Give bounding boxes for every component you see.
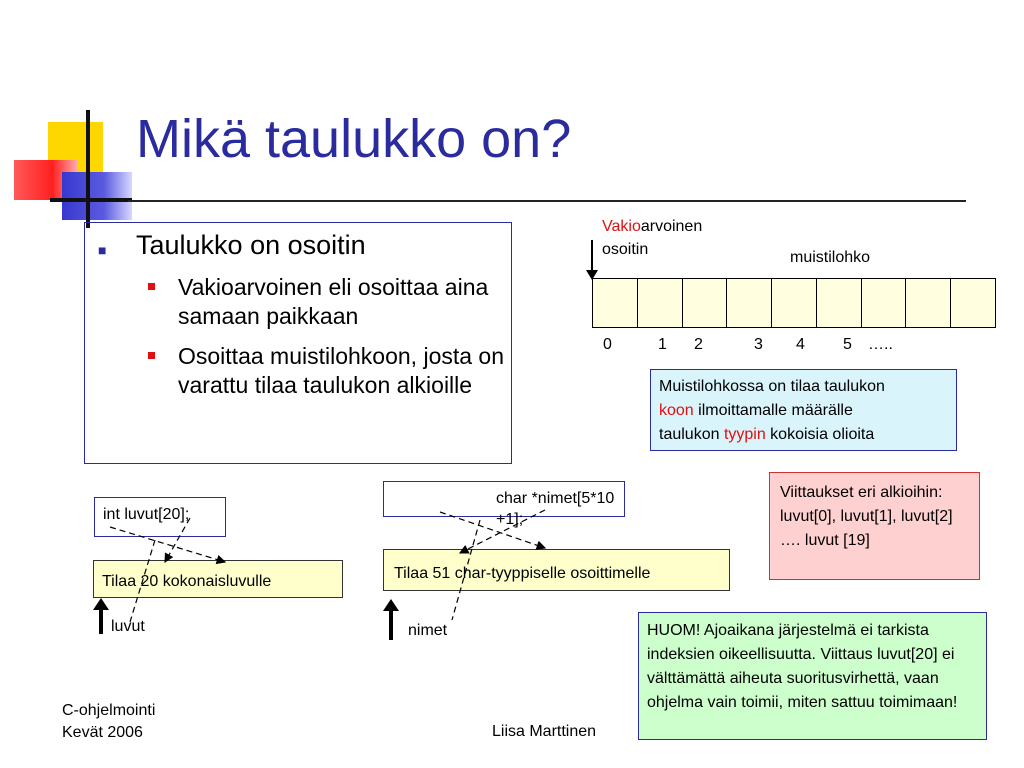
index-label: 4 [796, 336, 805, 353]
nimet-arrow-shaft [389, 608, 393, 640]
char-pointer-array-declaration: char *nimet[5*10 +1]; [496, 490, 615, 528]
bullet-square-icon: ■ [98, 242, 107, 258]
red-bullet-icon [148, 283, 155, 290]
index-label: 3 [754, 336, 763, 353]
char-pointer-array-space: Tilaa 51 char-tyyppiselle osoittimelle [383, 549, 730, 591]
logo-horizontal-line [50, 198, 132, 202]
memory-cell [906, 279, 951, 327]
index-label: 1 [658, 336, 667, 353]
luvut-arrow-shaft [99, 606, 103, 634]
up-arrow-icon [383, 599, 399, 611]
memory-block-label: muistilohko [790, 249, 871, 266]
bullet-main: ■ Taulukko on osoitin [98, 230, 366, 260]
memory-cell [593, 279, 638, 327]
int-array-declaration: int luvut[20]; [94, 497, 226, 537]
warning-note: HUOM! Ajoaikana järjestelmä ei tarkista indeksien oikeellisuutta. Viittaus luvut[20] ei välttämättä aiheuta suoritusvirhettä, vaan ohjelma vain toimii, miten sattuu toimimaan! [638, 612, 987, 740]
up-arrow-icon [93, 598, 109, 610]
pointer-label: Vakioarvoinen osoitin [602, 218, 703, 258]
memory-cell [862, 279, 907, 327]
memory-cell [951, 279, 995, 327]
title-divider [128, 200, 966, 202]
logo-vertical-line [86, 110, 90, 228]
bullet-sub-1: Vakioarvoinen eli osoittaa aina samaan paikkaan [178, 273, 518, 331]
memory-cell [683, 279, 728, 327]
index-label: 2 [694, 336, 703, 353]
memory-cell [817, 279, 862, 327]
index-label: ….. [868, 336, 893, 353]
bullet-sub-2: Osoittaa muistilohkoon, josta on varattu tilaa taulukon alkioille [178, 342, 518, 400]
luvut-label: luvut [111, 618, 145, 635]
index-label: 5 [843, 336, 852, 353]
logo-blue-bar [62, 172, 132, 220]
red-bullet-icon [148, 352, 155, 359]
memory-cell [772, 279, 817, 327]
footer-course: C-ohjelmointi Kevät 2006 [62, 702, 156, 741]
memory-block [592, 278, 996, 328]
memory-cell [727, 279, 772, 327]
memory-cell [638, 279, 683, 327]
index-label: 0 [603, 336, 612, 353]
int-array-space: Tilaa 20 kokonaisluvulle [93, 560, 343, 598]
memory-block-note: Muistilohkossa on tilaa taulukon koon ilmoittamalle määrälle taulukon tyypin kokoisia olioita [650, 369, 957, 451]
nimet-label: nimet [408, 622, 448, 639]
footer-author: Liisa Marttinen [492, 723, 597, 740]
element-reference-note: Viittaukset eri alkioihin: luvut[0], luvut[1], luvut[2] …. luvut [19] [769, 472, 980, 580]
slide-title: Mikä taulukko on? [136, 109, 572, 169]
